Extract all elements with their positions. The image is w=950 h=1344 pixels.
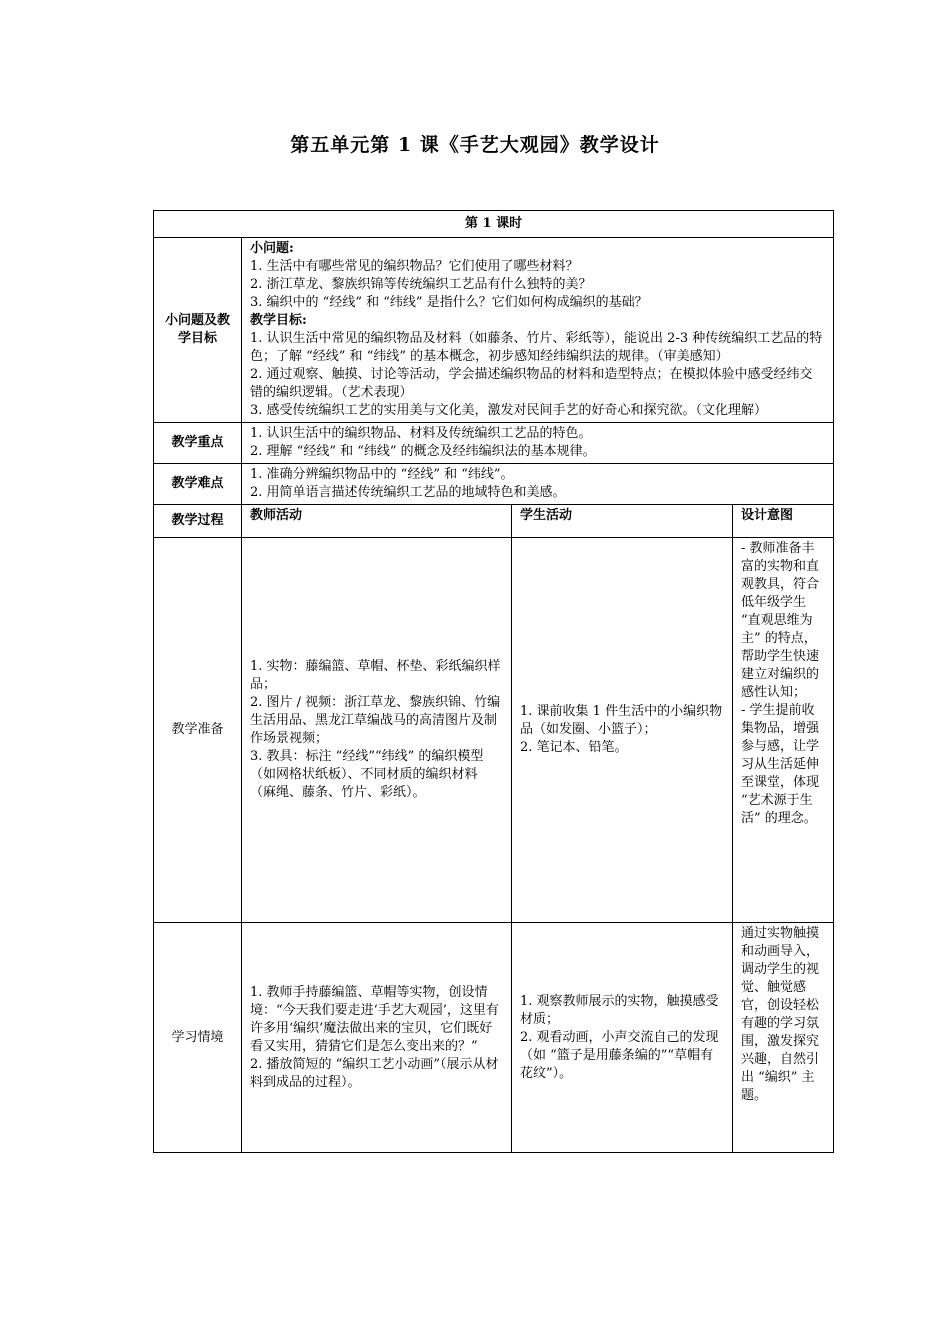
col-header-intent: 设计意图: [733, 505, 834, 538]
section-label-goals: 小问题及教学目标: [154, 238, 242, 423]
goal-item: 3. 感受传统编织工艺的实用美与文化美，激发对民间手艺的好奇心和探究欲。（文化理解）: [250, 403, 768, 418]
difficulties-cell: [242, 464, 834, 505]
goal-item: 2. 通过观察、触摸、讨论等活动，学会描述编织物品的材料和造型特点；在模拟体验中感受经纬交错的编织逻辑。（艺术表现）: [250, 367, 813, 400]
goal-item: 1. 认识生活中常见的编织物品及材料（如藤条、竹片、彩纸等），能说出 2-3 种传统编织工艺品的特色；了解 “经线” 和 “纬线” 的基本概念，初步感知经纬编织法的规律。（审美感知）: [250, 331, 823, 364]
design-intent: 通过实物触摸和动画导入，调动学生的视觉、触觉感官，创设轻松有趣的学习氛围，激发探究兴趣，自然引出 “编织” 主题。: [733, 923, 834, 1153]
difficulty-item: 1. 准确分辨编织物品中的 “经线” 和 “纬线”。: [250, 467, 514, 482]
design-intent: - 教师准备丰富的实物和直观教具，符合低年级学生 “直观思维为主” 的特点，帮助学生快速建立对编织的感性认知； - 学生提前收集物品，增强参与感，让学习从生活延伸至课堂，体现 “艺术源于生活” 的理念。: [733, 538, 834, 923]
teacher-activity: 1. 实物：藤编篮、草帽、杯垫、彩纸编织样品； 2. 图片 / 视频：浙江草龙、黎族织锦、竹编生活用品、黑龙江草编战马的高清图片及制作场景视频； 3. 教具：标注 “经线”“纬线” 的编织模型（如网格状纸板）、不同材质的编织材料（麻绳、藤条、竹片、彩纸）。: [242, 538, 512, 923]
difficulty-item: 2. 用简单语言描述传统编织工艺品的地域特色和美感。: [250, 485, 566, 500]
question-item: 2. 浙江草龙、黎族织锦等传统编织工艺品有什么独特的美？: [250, 277, 592, 292]
section-label-process: 教学过程: [154, 505, 242, 538]
lesson-plan-table: [153, 210, 834, 1153]
goals-title: 教学目标:: [250, 313, 307, 328]
page-title: 第五单元第 1 课《手艺大观园》教学设计: [290, 134, 660, 156]
stage-label: 学习情境: [154, 923, 242, 1153]
student-activity: 1. 观察教师展示的实物，触摸感受材质； 2. 观看动画，小声交流自己的发现（如 “篮子是用藤条编的”“草帽有花纹”）。: [512, 923, 733, 1153]
questions-title: 小问题:: [250, 241, 294, 256]
key-points-cell: [242, 423, 834, 464]
section-label-key-points: 教学重点: [154, 423, 242, 464]
key-point-item: 1. 认识生活中的编织物品、材料及传统编织工艺品的特色。: [250, 426, 592, 441]
key-point-item: 2. 理解 “经线” 和 “纬线” 的概念及经纬编织法的基本规律。: [250, 444, 596, 459]
col-header-teacher: 教师活动: [242, 505, 512, 538]
question-item: 1. 生活中有哪些常见的编织物品？它们使用了哪些材料？: [250, 259, 579, 274]
lesson-header: 第 1 课时: [154, 211, 834, 238]
stage-label: 教学准备: [154, 538, 242, 923]
col-header-student: 学生活动: [512, 505, 733, 538]
teacher-activity: 1. 教师手持藤编篮、草帽等实物，创设情境：“今天我们要走进‘手艺大观园’，这里有许多用‘编织’魔法做出来的宝贝，它们既好看又实用，猜猜它们是怎么变出来的？” 2. 播放简短的 “编织工艺小动画”（展示从材料到成品的过程）。: [242, 923, 512, 1153]
section-label-difficulties: 教学难点: [154, 464, 242, 505]
question-item: 3. 编织中的 “经线” 和 “纬线” 是指什么？它们如何构成编织的基础？: [250, 295, 648, 310]
student-activity: 1. 课前收集 1 件生活中的小编织物品（如发圈、小篮子）； 2. 笔记本、铅笔。: [512, 538, 733, 923]
questions-goals-cell: [242, 238, 834, 423]
